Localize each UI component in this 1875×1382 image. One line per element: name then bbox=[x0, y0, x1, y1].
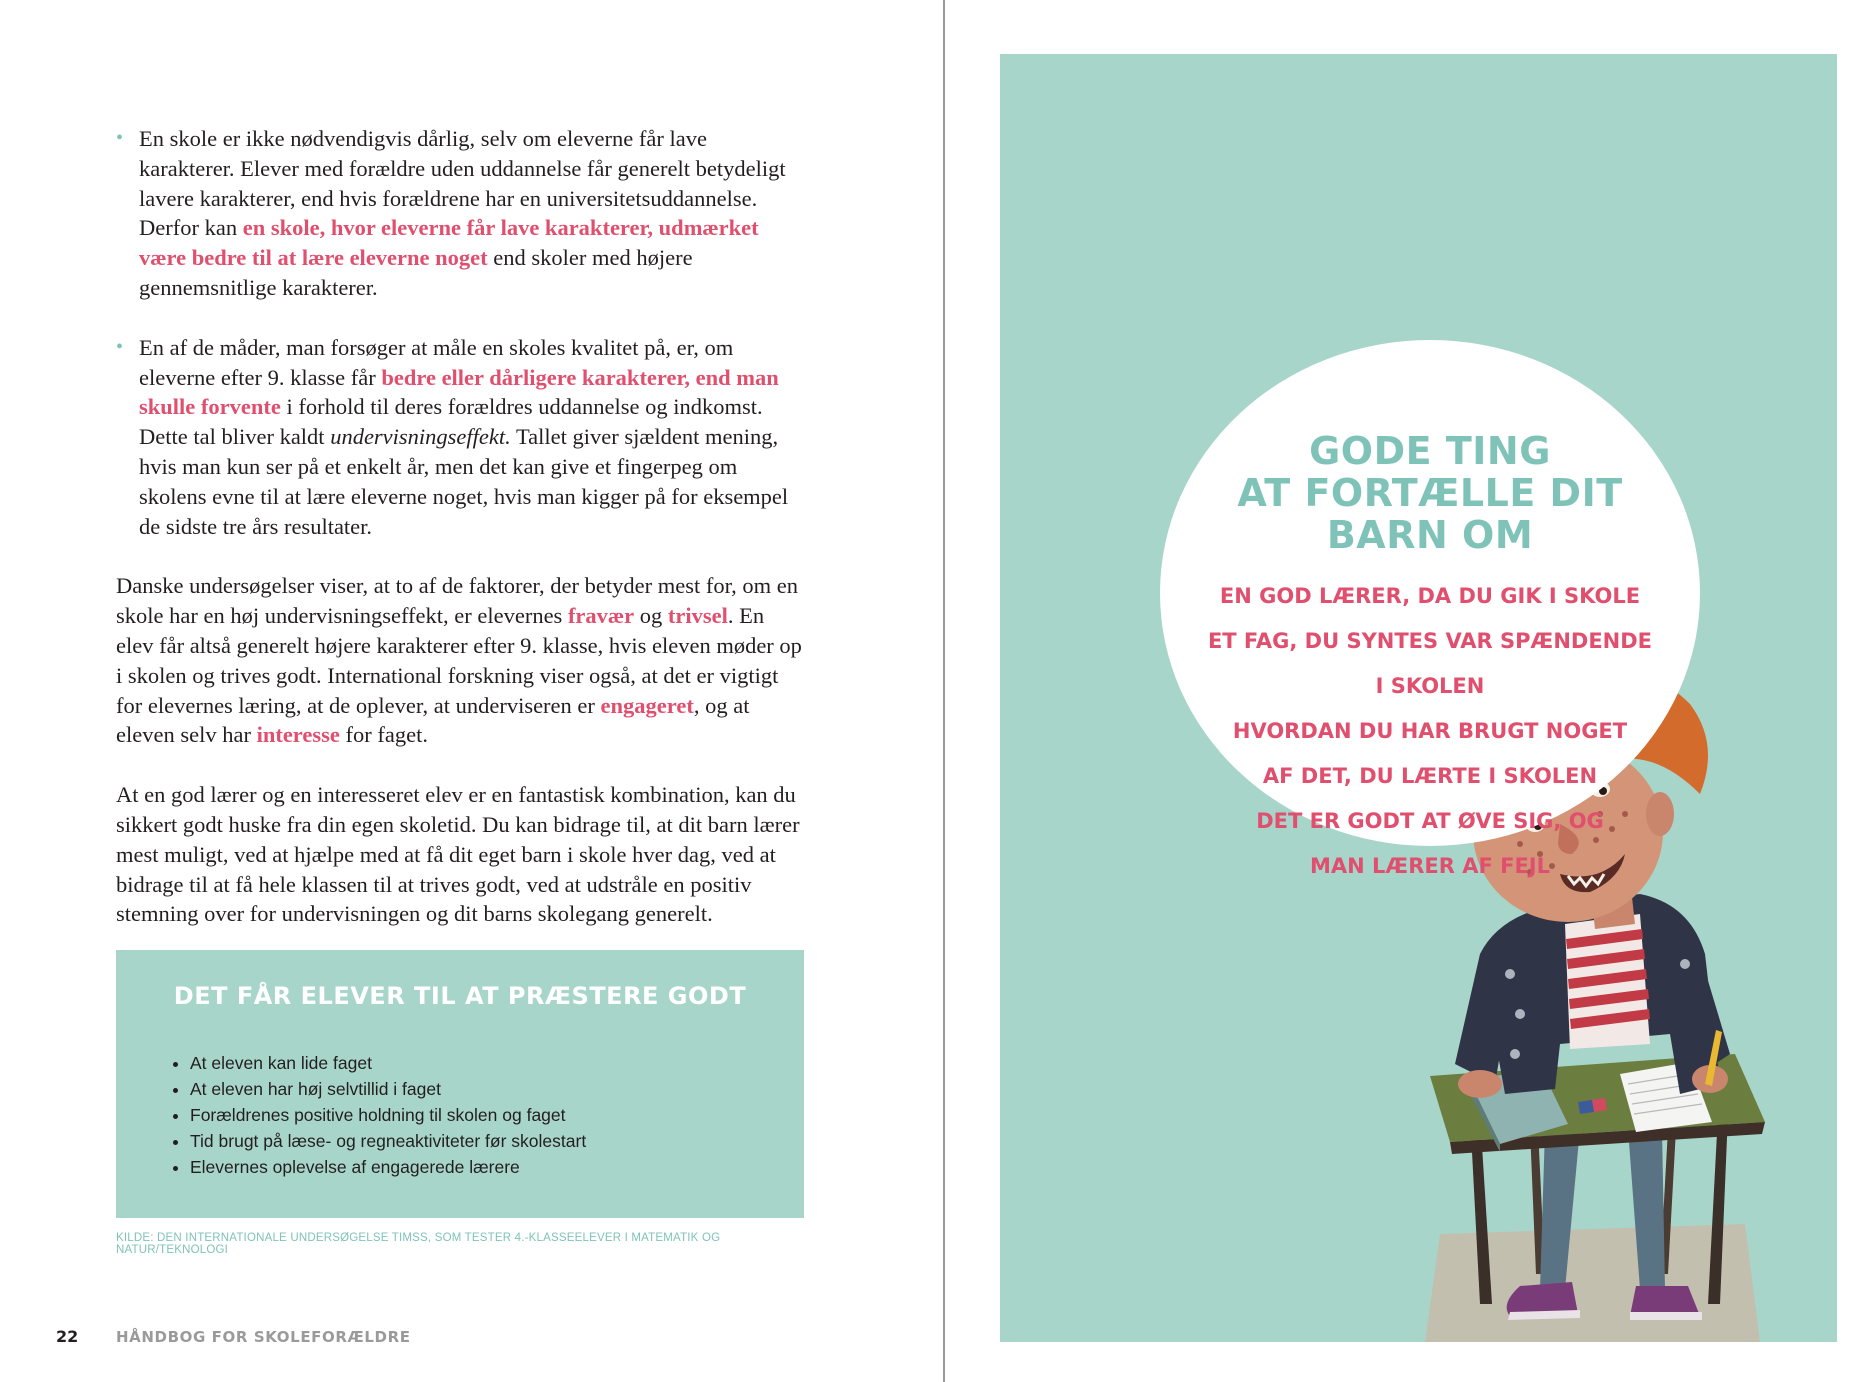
running-footer-title: HÅNDBOG FOR SKOLEFORÆLDRE bbox=[116, 1328, 411, 1346]
bubble-item-line: I SKOLEN bbox=[1375, 674, 1485, 698]
bubble-item-line: ET FAG, DU SYNTES VAR SPÆNDENDE bbox=[1207, 629, 1653, 653]
highlighted-text: interesse bbox=[256, 722, 340, 748]
bubble-item bbox=[1200, 807, 1660, 881]
italic-text: undervisningseffekt. bbox=[330, 424, 511, 450]
bubble-item-line: MAN LÆRER AF FEJL bbox=[1310, 854, 1550, 878]
speech-bubble bbox=[1160, 340, 1700, 878]
text-run: for faget. bbox=[339, 722, 428, 748]
bubble-title-line: GODE TING bbox=[1309, 429, 1551, 473]
list-item: • At eleven har høj selvtillid i faget bbox=[190, 1076, 586, 1102]
bubble-item-line: EN GOD LÆRER, DA DU GIK I SKOLE bbox=[1219, 584, 1641, 608]
text-run: end skoler med højere gennemsnitlige karakterer. bbox=[139, 245, 693, 300]
highlighted-text: trivsel bbox=[667, 603, 728, 629]
bubble-title-line: AT FORTÆLLE DIT bbox=[1237, 471, 1623, 515]
text-run: og bbox=[634, 603, 668, 629]
bullet-item bbox=[116, 124, 806, 303]
info-box-list bbox=[156, 1050, 586, 1180]
text-run: At en god lærer og en interesseret elev er en fantastisk kombination, kan du sikkert godt huske fra din egen skoletid. Du kan bidrage til, at dit barn lærer mest muligt, ved at hjælpe med at få dit eget barn i skole hver dag, ved at bidrage til at få hele klassen til at trives godt, ved at udstråle en positiv stemning over for undervisningen og dit barns skolegang generelt. bbox=[116, 782, 800, 927]
right-page bbox=[945, 0, 1875, 1382]
info-box bbox=[116, 950, 804, 1218]
highlighted-text: bedre eller dårligere karakterer, end man skulle forvente bbox=[139, 364, 779, 420]
bubble-item bbox=[1200, 627, 1660, 701]
text-run: Danske undersøgelser viser, at to af de faktorer, der betyder mest for, om en skole har en høj undervisningseffekt, er elevernes bbox=[116, 573, 799, 629]
text-run: , og at eleven selv har bbox=[116, 692, 750, 748]
paragraph bbox=[116, 780, 806, 929]
bubble-items bbox=[1200, 582, 1660, 881]
bubble-item bbox=[1200, 717, 1660, 791]
bubble-title bbox=[1160, 430, 1700, 556]
highlighted-text: fravær bbox=[567, 603, 635, 629]
text-run: i forhold til deres forældres uddannelse og indkomst. Dette tal bliver kaldt bbox=[139, 394, 763, 450]
highlighted-text: en skole, hvor eleverne får lave karakterer, udmærket være bedre til at lære eleverne noget bbox=[139, 215, 759, 271]
paragraph bbox=[116, 571, 806, 750]
page-number: 22 bbox=[56, 1327, 79, 1346]
list-item: • Tid brugt på læse- og regneaktiviteter før skolestart bbox=[190, 1128, 586, 1154]
bullet-item bbox=[116, 333, 806, 542]
info-box-title: DET FÅR ELEVER TIL AT PRÆSTERE GODT bbox=[173, 982, 747, 1010]
text-run: En skole er ikke nødvendigvis dårlig, selv om eleverne får lave karakterer. Elever med forældre uden uddannelse får generelt betydeligt lavere karakterer, end hvis forældrene har en universitetsuddannelse. Derfor kan bbox=[139, 126, 786, 241]
bubble-item bbox=[1200, 582, 1660, 611]
text-run: . En elev får altså generelt højere karakterer efter 9. klasse, hvis eleven møder op i skolen og trives godt. International forskning viser også, at det er vigtigt for elevernes læring, at de oplever, at underviseren er bbox=[116, 603, 802, 718]
bubble-item-line: AF DET, DU LÆRTE I SKOLEN bbox=[1262, 764, 1598, 788]
text-run: Tallet giver sjældent mening, hvis man kun ser på et enkelt år, men det kan give et fingerpeg om skolens evne til at lære eleverne noget, hvis man kigger på for eksempel de sidste tre års resultater. bbox=[139, 424, 789, 539]
bubble-item-line: DET ER GODT AT ØVE SIG, OG bbox=[1256, 809, 1604, 833]
source-note: KILDE: DEN INTERNATIONALE UNDERSØGELSE TIMSS, SOM TESTER 4.-KLASSEELEVER I MATEMATIK OG NATUR/TEKNOLOGI bbox=[116, 1232, 721, 1256]
list-item: • At eleven kan lide faget bbox=[190, 1050, 586, 1076]
list-item: • Forældrenes positive holdning til skolen og faget bbox=[190, 1102, 586, 1128]
list-item: • Elevernes oplevelse af engagerede lærere bbox=[190, 1154, 586, 1180]
bubble-item-line: HVORDAN DU HAR BRUGT NOGET bbox=[1232, 719, 1628, 743]
bubble-title-line: BARN OM bbox=[1326, 513, 1534, 557]
mint-panel bbox=[1000, 54, 1837, 1342]
body-text bbox=[116, 124, 806, 929]
highlighted-text: engageret bbox=[600, 692, 694, 718]
text-run: En af de måder, man forsøger at måle en skoles kvalitet på, er, om eleverne efter 9. klasse får bbox=[139, 334, 734, 390]
